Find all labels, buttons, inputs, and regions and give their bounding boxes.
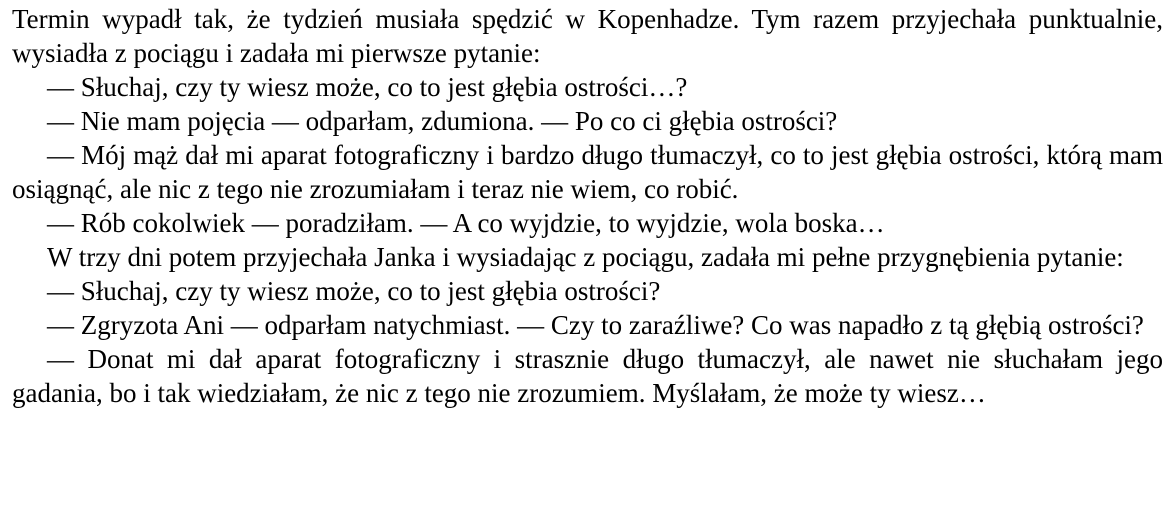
dialogue-line: — Zgryzota Ani — odparłam natychmiast. — Czy to zaraźliwe? Co was napadło z tą głębią ostrości?	[47, 310, 1144, 340]
dialogue-line: — Donat mi dał aparat fotograficzny i strasznie długo tłumaczył, ale nawet nie słuchałam jego gadania, bo i tak wiedziałam, że nic z tego nie zrozumiem. Myślałam, że może ty wiesz…	[12, 344, 1163, 408]
dialogue-line: — Rób cokolwiek — poradziłam. — A co wyjdzie, to wyjdzie, wola boska…	[47, 208, 885, 238]
dialogue-line: — Nie mam pojęcia — odparłam, zdumiona. — Po co ci głębia ostrości?	[47, 106, 838, 136]
dialogue-line: — Słuchaj, czy ty wiesz może, co to jest głębia ostrości?	[47, 276, 661, 306]
paragraph-intro: Termin wypadł tak, że tydzień musiała spędzić w Kopenhadze. Tym razem przyjechała punktualnie, wysiadła z pociągu i zadała mi pierwsze pytanie:	[12, 4, 1163, 68]
dialogue-line: — Mój mąż dał mi aparat fotograficzny i bardzo długo tłumaczył, co to jest głębia ostrości, którą mam osiągnąć, ale nic z tego nie zrozumiałam i teraz nie wiem, co robić.	[12, 140, 1163, 204]
narrative-paragraph: W trzy dni potem przyjechała Janka i wysiadając z pociągu, zadała mi pełne przygnębienia pytanie:	[47, 242, 1124, 272]
dialogue-line: — Słuchaj, czy ty wiesz może, co to jest głębia ostrości…?	[47, 72, 688, 102]
